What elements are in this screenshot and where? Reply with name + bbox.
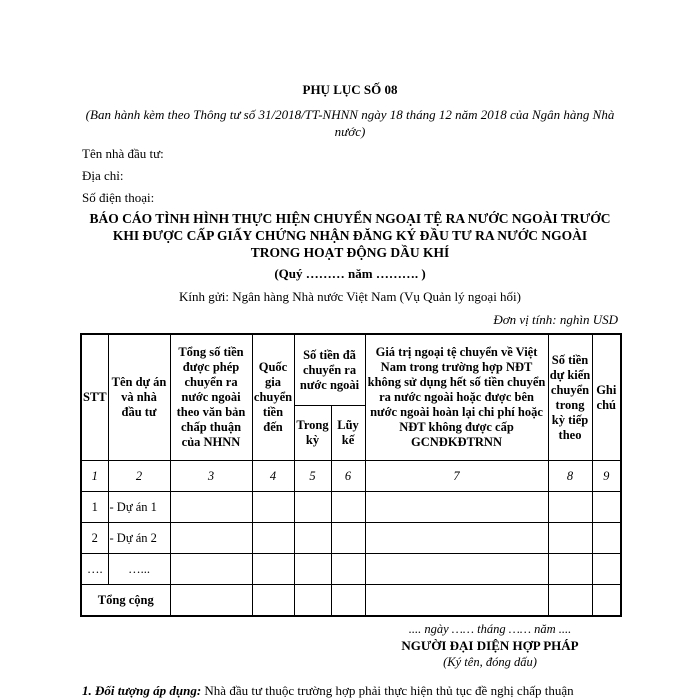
row-project: - Dự án 1 (108, 492, 170, 523)
report-title-line-2: KHI ĐƯỢC CẤP GIẤY CHỨNG NHẬN ĐĂNG KÝ ĐẦU TƯ RA NƯỚC NGOÀI (112, 228, 588, 243)
header-cumulative: Lũy kế (331, 406, 365, 461)
table-row (81, 554, 621, 585)
column-number: 5 (294, 461, 331, 492)
header-value-returned: Giá trị ngoại tệ chuyển về Việt Nam trong trường hợp NĐT không sử dụng hết số tiền chuyển ra nước ngoài hoặc được bên nước ngoài hoàn lại chi phí hoặc NĐT không được cấp GCNĐKĐTRNN (365, 334, 548, 461)
column-number: 2 (108, 461, 170, 492)
column-number: 6 (331, 461, 365, 492)
report-period: (Quý ……… năm ………. ) (274, 266, 426, 281)
recipient: Kính gửi: Ngân hàng Nhà nước Việt Nam (Vụ Quản lý ngoại hối) (179, 289, 521, 304)
column-number: 9 (592, 461, 621, 492)
header-transferred: Số tiền đã chuyển ra nước ngoài (294, 334, 365, 406)
total-label: Tổng cộng (81, 585, 170, 617)
row-project: …... (108, 554, 170, 585)
investor-name-field: Tên nhà đầu tư: (82, 146, 164, 161)
signature-title: NGƯỜI ĐẠI DIỆN HỢP PHÁP (401, 638, 579, 653)
column-number: 7 (365, 461, 548, 492)
appendix-subtitle: (Ban hành kèm theo Thông tư số 31/2018/TT-NHNN ngày 18 tháng 12 năm 2018 của Ngân hàng Nhà nước) (85, 107, 615, 139)
column-number: 3 (170, 461, 252, 492)
column-number: 1 (81, 461, 108, 492)
unit-of-measure: Đơn vị tính: nghìn USD (493, 312, 618, 327)
report-title-line-1: BÁO CÁO TÌNH HÌNH THỰC HIỆN CHUYỂN NGOẠI TỆ RA NƯỚC NGOÀI TRƯỚC (89, 211, 611, 226)
row-project: - Dự án 2 (108, 523, 170, 554)
row-stt: 2 (81, 523, 108, 554)
header-in-period: Trong kỳ (294, 406, 331, 461)
table-row (81, 523, 621, 554)
row-stt: …. (81, 554, 108, 585)
table-row (81, 492, 621, 523)
column-number-row (81, 461, 621, 492)
signature-date: .... ngày …… tháng …… năm .... (408, 622, 572, 636)
header-stt: STT (81, 334, 108, 461)
report-table (80, 333, 622, 617)
report-title (70, 210, 630, 261)
footnote (82, 683, 682, 699)
footnote-text: Nhà đầu tư thuộc trường hợp phải thực hiện thủ tục đề nghị chấp thuận (201, 683, 574, 698)
header-expected: Số tiền dự kiến chuyển trong kỳ tiếp theo (548, 334, 592, 461)
signature-note: (Ký tên, đóng dấu) (443, 655, 537, 669)
header-project: Tên dự án và nhà đầu tư (108, 334, 170, 461)
footnote-label: 1. Đối tượng áp dụng: (82, 683, 202, 698)
header-country: Quốc gia chuyển tiền đến (252, 334, 294, 461)
appendix-title: PHỤ LỤC SỐ 08 (302, 82, 398, 97)
row-stt: 1 (81, 492, 108, 523)
column-number: 4 (252, 461, 294, 492)
phone-field: Số điện thoại: (82, 190, 155, 205)
header-total-allowed: Tổng số tiền được phép chuyển ra nước ngoài theo văn bản chấp thuận của NHNN (170, 334, 252, 461)
total-row (81, 585, 621, 617)
report-title-line-3: TRONG HOẠT ĐỘNG DẦU KHÍ (250, 245, 450, 260)
column-number: 8 (548, 461, 592, 492)
address-field: Địa chỉ: (82, 168, 124, 183)
header-note: Ghi chú (592, 334, 621, 461)
